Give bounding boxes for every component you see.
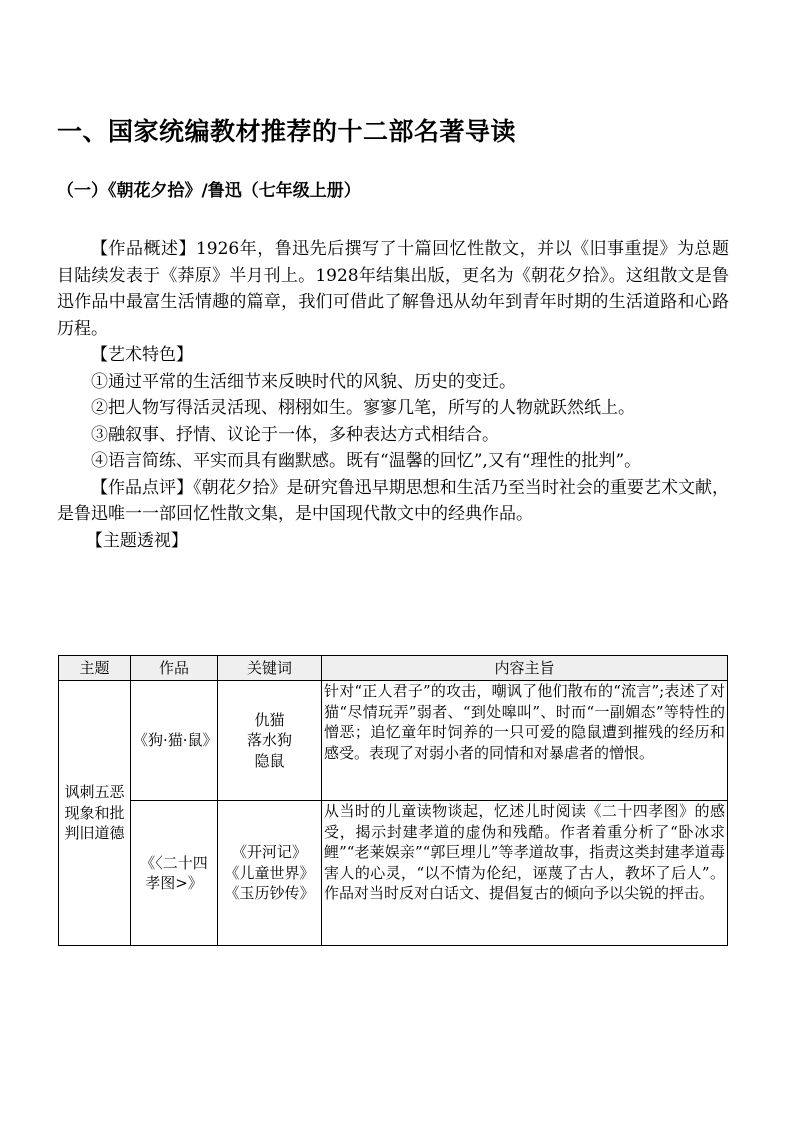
theme-cell: 讽刺五恶现象和批判旧道德 [59,681,131,946]
keyword: 隐鼠 [254,751,285,770]
table-row [59,681,728,801]
table-row [59,801,728,946]
keyword: 《儿童世界》 [224,863,315,882]
work-cell: 《狗·猫·鼠》 [131,681,218,801]
summary-cell: 针对“正人君子”的攻击，嘲讽了他们散布的“流言”;表述了对猫“尽情玩弄”弱者、“到处嗥叫”、时而“一副媚态”等特性的憎恶；追忆童年时饲养的一只可爱的隐鼠遭到摧残的经历和感受。表现了对弱小者的同情和对暴虐者的憎恨。 [322,681,728,801]
book-introduction [57,236,729,554]
section-heading: 一、国家统编教材推荐的十二部名著导读 [57,117,517,146]
book-subheading: （一）《朝花夕拾》/鲁迅（七年级上册） [57,181,361,201]
header-summary: 内容主旨 [322,656,728,681]
features-label: 【艺术特色】 [91,345,193,365]
table-header-row [59,656,728,681]
keyword: 落水狗 [246,731,292,750]
keyword: 仇猫 [254,710,285,729]
theme-label: 【主题透视】 [85,530,188,551]
header-keywords: 关键词 [218,656,322,681]
feature-item-1: ①通过平常的生活细节来反映时代的风貌、历史的变迁。 [91,371,516,392]
feature-item-3: ③融叙事、抒情、议论于一体，多种表达方式相结合。 [91,424,499,445]
header-theme: 主题 [59,656,131,681]
header-work: 作品 [131,656,218,681]
keywords-cell [218,681,322,801]
summary-cell: 从当时的儿童读物谈起，忆述儿时阅读《二十四孝图》的感受，揭示封建孝道的虚伪和残酷。作者着重分析了“卧冰求鲤”“老莱娱亲”“郭巨埋儿”等孝道故事，指责这类封建孝道毒害人的心灵，“以不情为伦纪，诬蔑了古人，教坏了后人”。作品对当时反对白话文、提倡复古的倾向予以尖锐的抨击。 [322,801,728,946]
theme-table [58,655,728,946]
keyword: 《开河记》 [231,843,307,862]
work-cell: 《〈二十四孝图>》 [131,801,218,946]
feature-item-2: ②把人物写得活灵活现、栩栩如生。寥寥几笔，所写的人物就跃然纸上。 [91,398,635,418]
keywords-cell [218,801,322,946]
review-paragraph: 【作品点评】《朝花夕拾》是研究鲁迅早期思想和生活乃至当时社会的重要艺术文献，是鲁迅唯一一部回忆性散文集，是中国现代散文中的经典作品。 [57,477,729,524]
feature-item-4: ④语言简练、平实而具有幽默感。既有“温馨的回忆”,又有“理性的批判”。 [91,451,642,471]
keyword: 《玉历钞传》 [224,884,315,903]
overview-paragraph: 【作品概述】1926年，鲁迅先后撰写了十篇回忆性散文，并以《旧事重提》为总题目陆续发表于《莽原》半月刊上。1928年结集出版，更名为《朝花夕拾》。这组散文是鲁迅作品中最富生活情趣的篇章，我们可借此了解鲁迅从幼年到青年时期的生活道路和心路历程。 [57,239,729,339]
